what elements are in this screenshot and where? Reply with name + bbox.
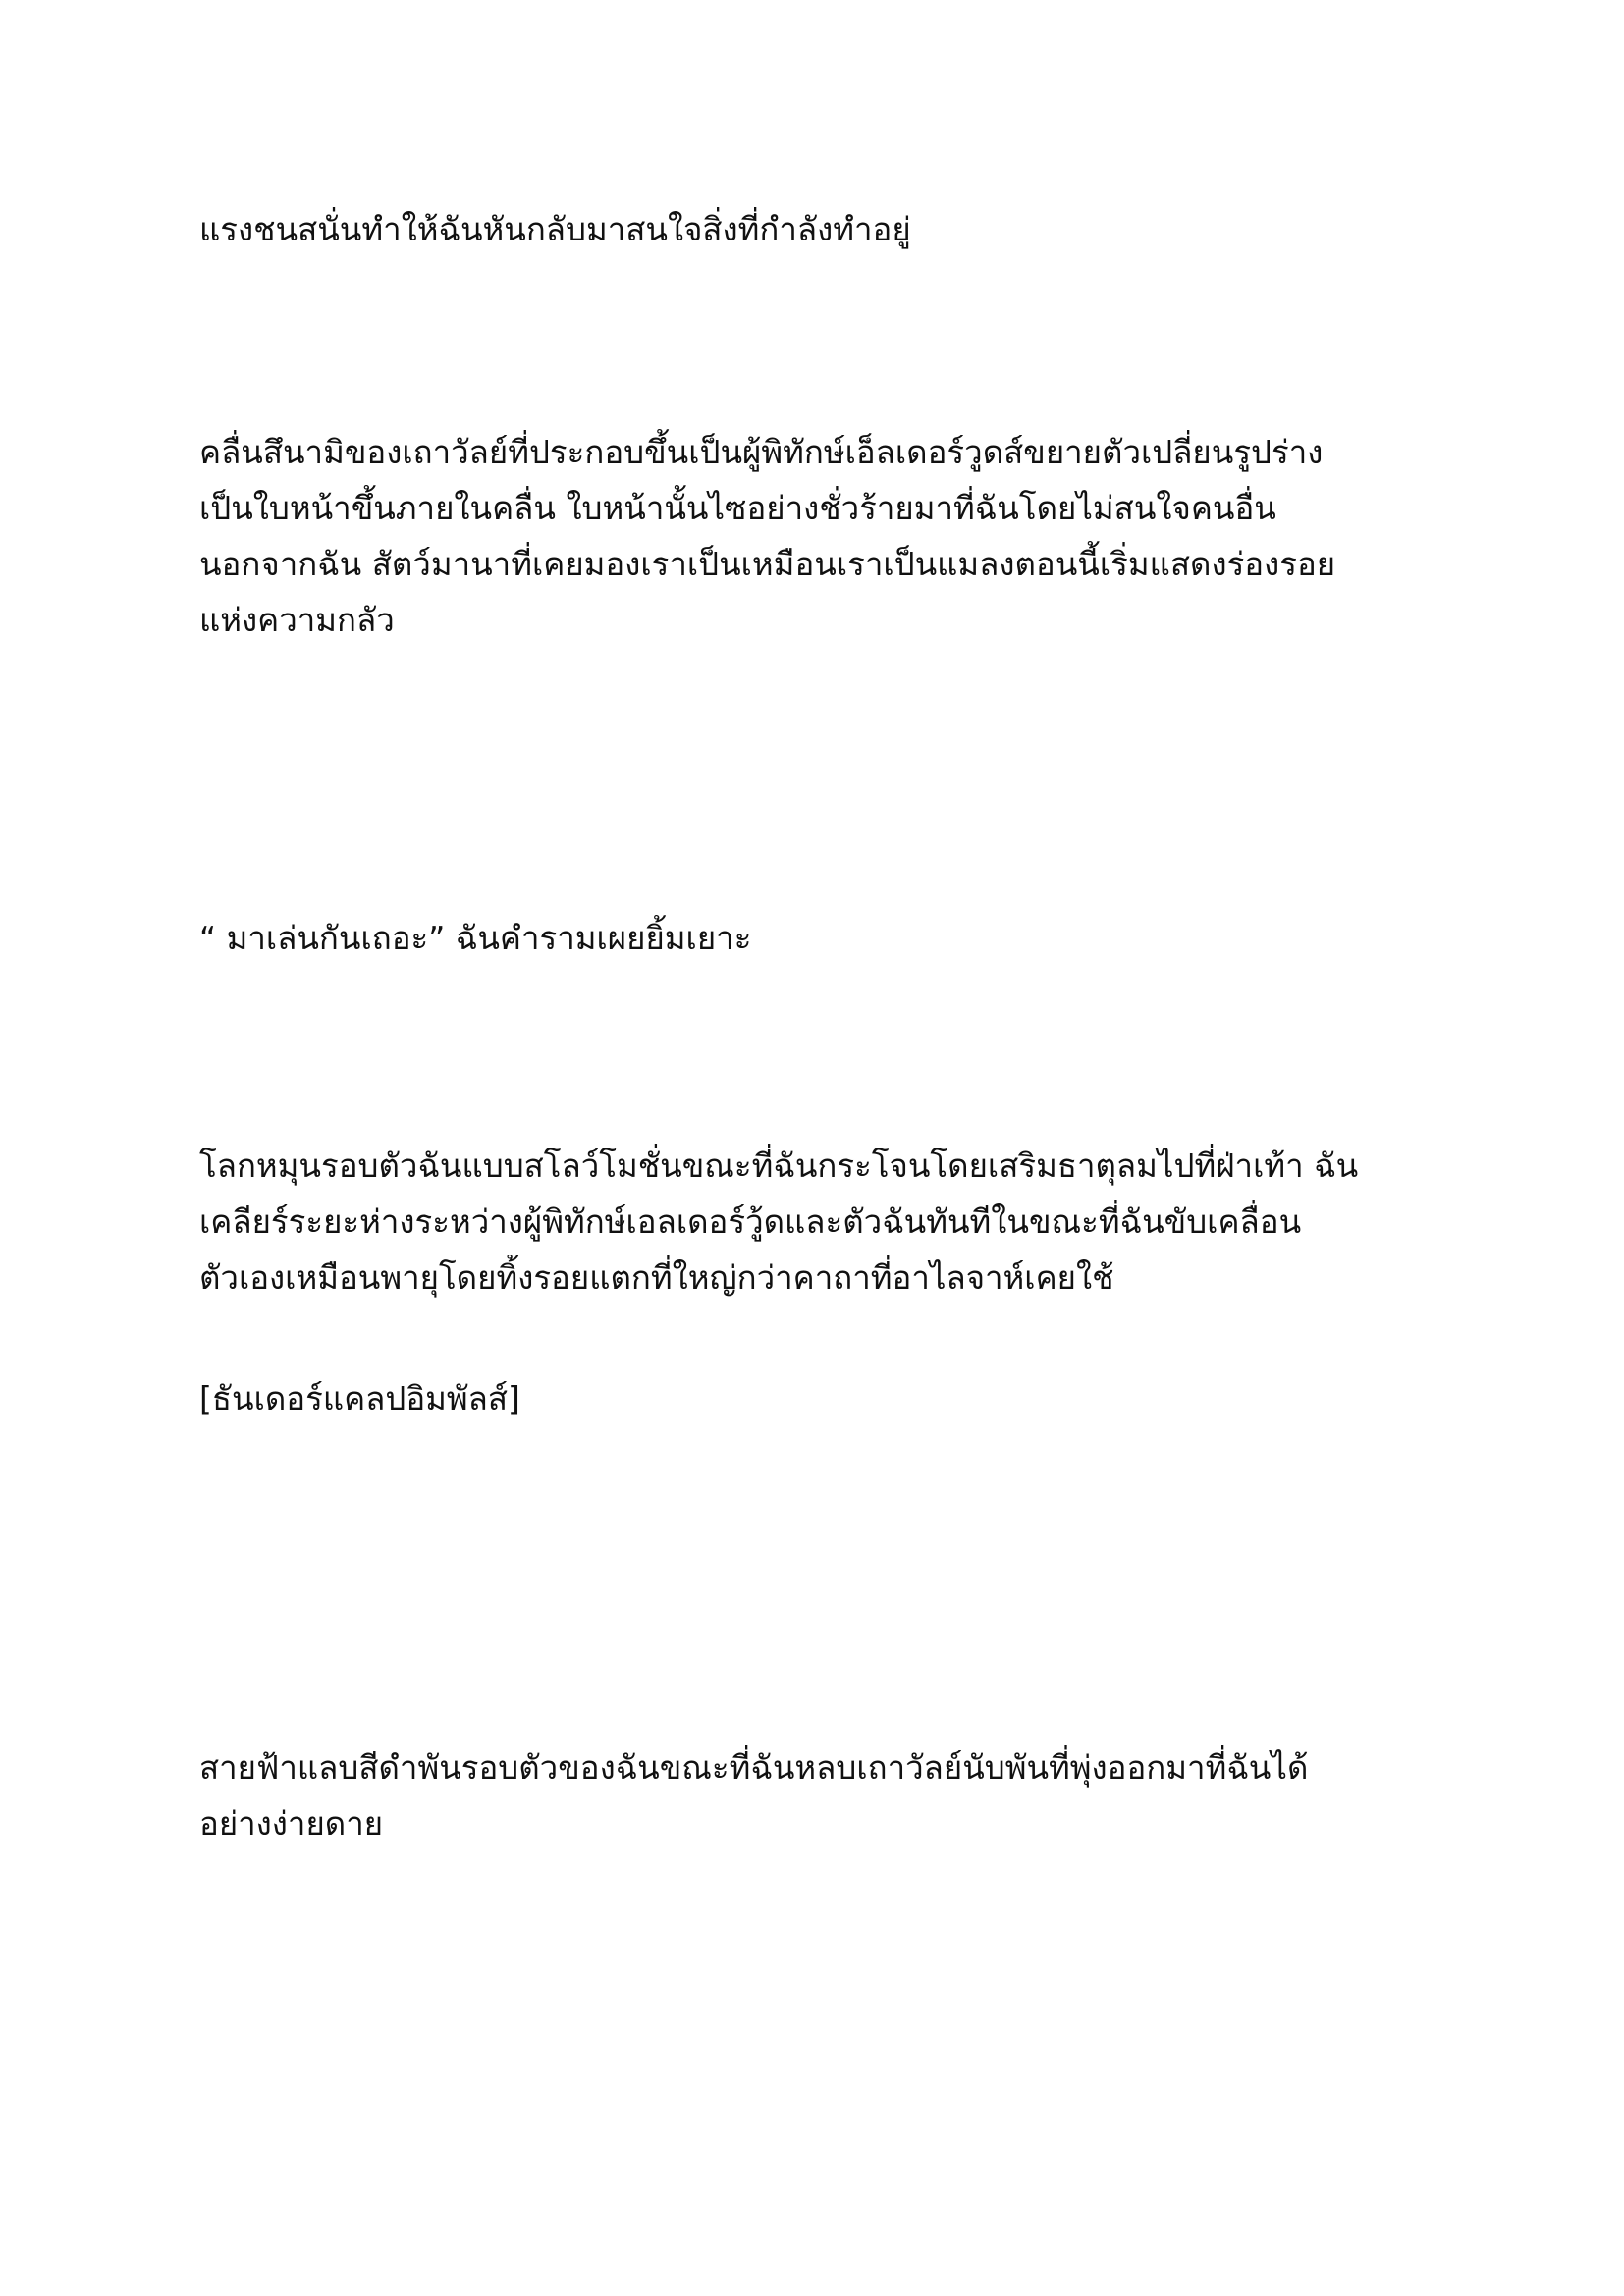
paragraph-line: สายฟ้าแลบสีดำพันรอบตัวของฉันขณะที่ฉันหลบเถาวัลย์นับพันที่พุ่งออกมาที่ฉันได้ [199, 1748, 1309, 1787]
paragraph-4 [199, 1138, 1436, 1306]
paragraph-line: “ มาเล่นกันเถอะ” ฉันคำรามเผยยิ้มเยาะ [199, 919, 752, 957]
paragraph-line: ตัวเองเหมือนพายุโดยทิ้งรอยแตกที่ใหญ่กว่าคาถาที่อาไลจาห์เคยใช้ [199, 1258, 1114, 1297]
paragraph-6 [199, 1739, 1436, 1851]
paragraph-line: แรงชนสนั่นทำให้ฉันหันกลับมาสนใจสิ่งที่กำลังทำอยู่ [199, 210, 911, 248]
paragraph-1 [199, 201, 1436, 257]
paragraph-line: เคลียร์ระยะห่างระหว่างผู้พิทักษ์เอลเดอร์วู้ดและตัวฉันทันทีในขณะที่ฉันขับเคลื่อน [199, 1202, 1302, 1241]
paragraph-line: เป็นใบหน้าขึ้นภายในคลื่น ใบหน้านั้นไซอย่างชั่วร้ายมาที่ฉันโดยไม่สนใจคนอื่น [199, 489, 1276, 527]
paragraph-line: คลื่นสึนามิของเถาวัลย์ที่ประกอบขึ้นเป็นผู้พิทักษ์เอ็ลเดอร์วูดส์ขยายตัวเปลี่ยนรูปร่าง [199, 433, 1324, 471]
paragraph-2 [199, 424, 1436, 648]
paragraph-line: แห่งความกลัว [199, 601, 395, 639]
paragraph-5 [199, 1370, 1436, 1426]
paragraph-line: อย่างง่ายดาย [199, 1804, 384, 1842]
paragraph-3 [199, 910, 1436, 966]
paragraph-line: [ธันเดอร์แคลปอิมพัลส์] [199, 1379, 520, 1417]
paragraph-line: นอกจากฉัน สัตว์มานาที่เคยมองเราเป็นเหมือนเราเป็นแมลงตอนนี้เริ่มแสดงร่องรอย [199, 545, 1336, 583]
paragraph-line: โลกหมุนรอบตัวฉันแบบสโลว์โมชั่นขณะที่ฉันกระโจนโดยเสริมธาตุลมไปที่ฝ่าเท้า ฉัน [199, 1147, 1359, 1185]
